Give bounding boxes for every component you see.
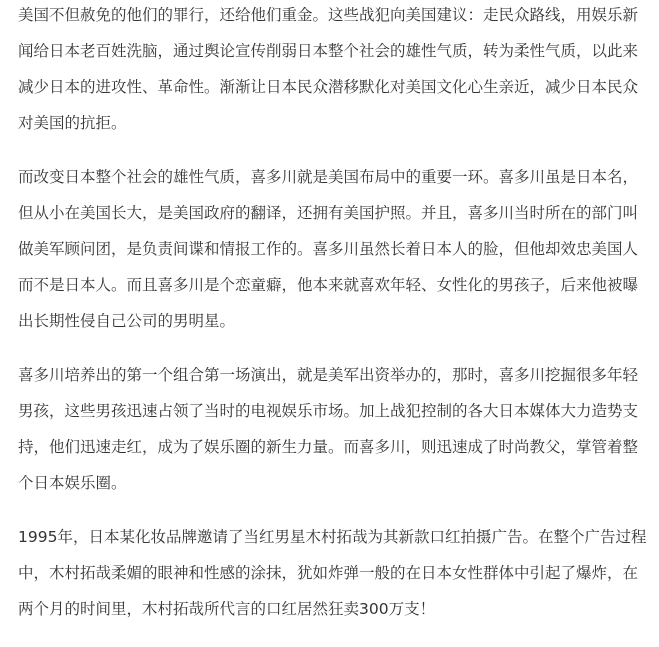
paragraph: 而改变日本整个社会的雄性气质，喜多川就是美国布局中的重要一环。喜多川虽是日本名，但从小在美国长大，是美国政府的翻译，还拥有美国护照。并且，喜多川当时所在的部门叫做美军顾问团，是负责间谍和情报工作的。喜多川虽然长着日本人的脸，但他却效忠美国人而不是日本人。而且喜多川是个恋童癖，他本来就喜欢年轻、女性化的男孩子，后来他被曝出长期性侵自己公司的男明星。: [18, 168, 639, 330]
paragraph: 美国不但赦免的他们的罪行，还给他们重金。这些战犯向美国建议：走民众路线，用娱乐新闻给日本老百姓洗脑，通过舆论宣传削弱日本整个社会的雄性气质，转为柔性气质，以此来减少日本的进攻性、革命性。渐渐让日本民众潜移默化对美国文化心生亲近，减少日本民众对美国的抗拒。: [18, 6, 639, 132]
paragraph: 1995年，日本某化妆品牌邀请了当红男星木村拓哉为其新款口红拍摄广告。在整个广告过程中，木村拓哉柔媚的眼神和性感的涂抹，犹如炸弹一般的在日本女性群体中引起了爆炸，在两个月的时间里，木村拓哉所代言的口红居然狂卖300万支！: [18, 528, 647, 618]
paragraph: 喜多川培养出的第一个组合第一场演出，就是美军出资举办的，那时，喜多川挖掘很多年轻男孩，这些男孩迅速占领了当时的电视娱乐市场。加上战犯控制的各大日本媒体大力造势支持，他们迅速走红，成为了娱乐圈的新生力量。而喜多川，则迅速成了时尚教父，掌管着整个日本娱乐圈。: [18, 366, 639, 492]
